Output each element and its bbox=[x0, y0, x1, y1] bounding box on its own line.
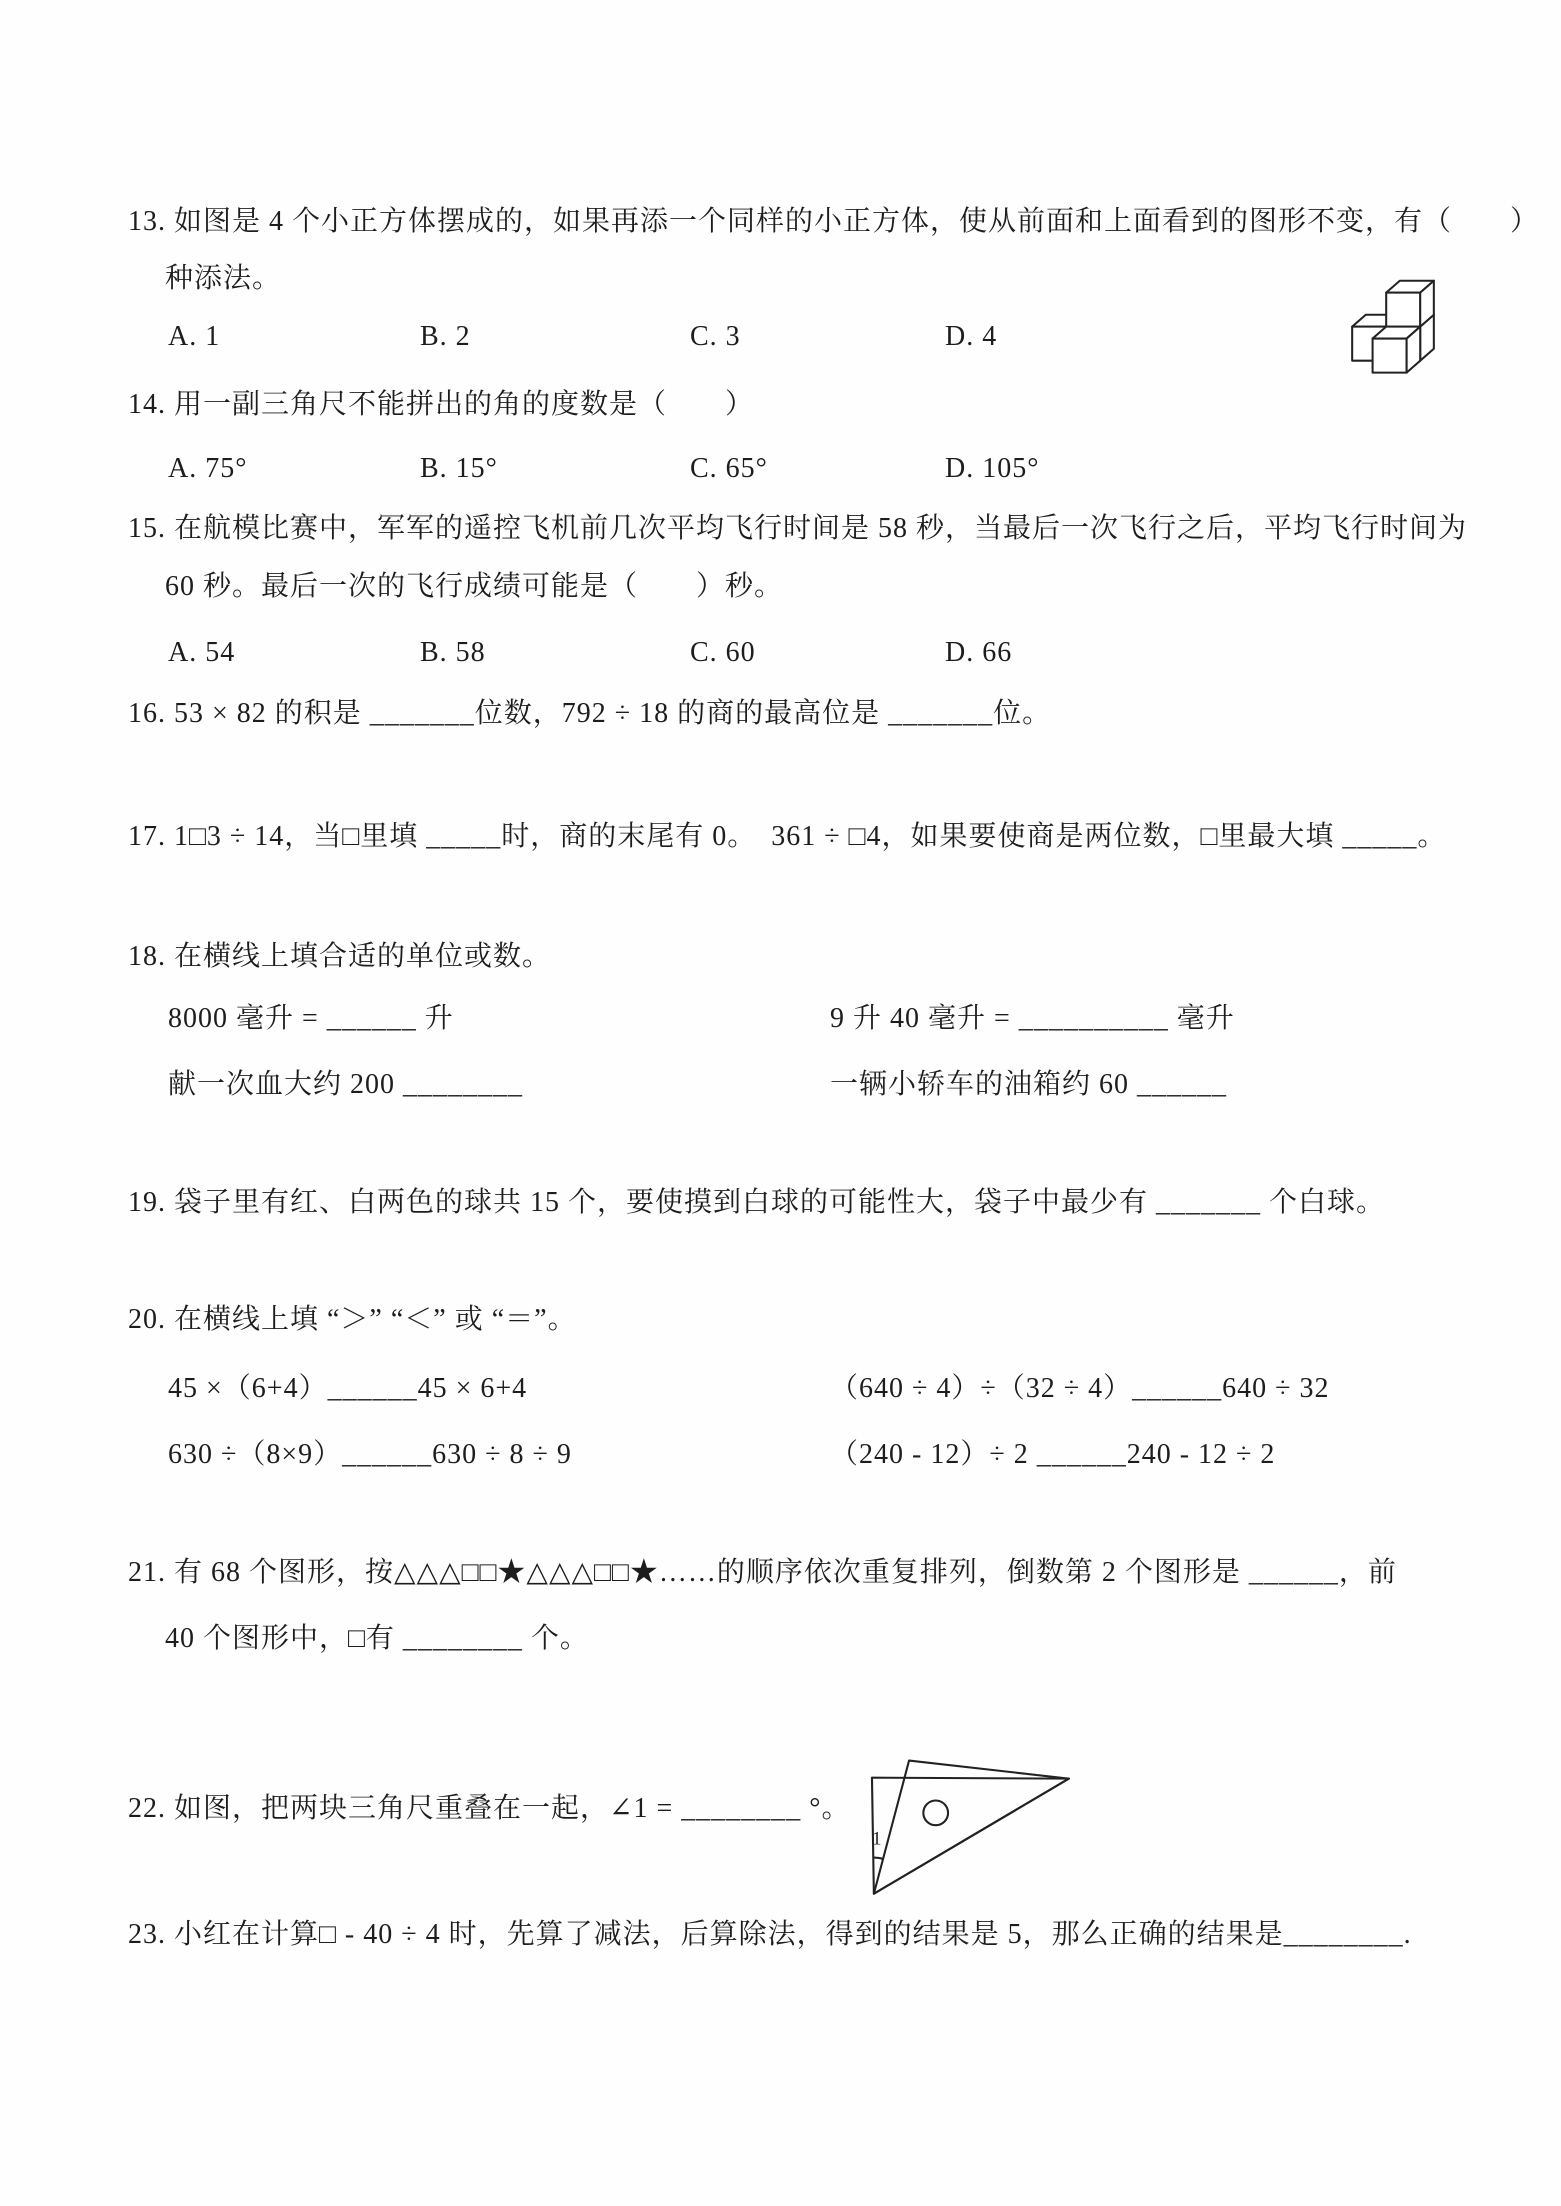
question-16-text: 16. 53 × 82 的积是 _______位数，792 ÷ 18 的商的最高位是 _______位。 bbox=[128, 698, 1052, 729]
fill-blank-item: 献一次血大约 200 ________ bbox=[168, 1069, 524, 1100]
question-20-intro bbox=[128, 1303, 1541, 1337]
option-c: C. 60 bbox=[690, 637, 756, 668]
question-22-text: 22. 如图，把两块三角尺重叠在一起，∠1 = ________ °。 bbox=[128, 1793, 851, 1824]
question-16-line-1 bbox=[128, 697, 1541, 731]
question-14-text: 14. 用一副三角尺不能拼出的角的度数是（ ） bbox=[128, 389, 755, 420]
option-d: D. 105° bbox=[945, 453, 1040, 484]
angle-1-label: 1 bbox=[871, 1828, 883, 1850]
option-d: D. 66 bbox=[945, 637, 1013, 668]
compare-item: （240 - 12）÷ 2 ______240 - 12 ÷ 2 bbox=[830, 1439, 1276, 1470]
triangle-rulers-figure bbox=[850, 1732, 1088, 1908]
question-23-text: 23. 小红在计算□ - 40 ÷ 4 时，先算了减法，后算除法，得到的结果是 5，那么正确的结果是________. bbox=[128, 1919, 1412, 1950]
option-c: C. 3 bbox=[690, 321, 741, 352]
question-21-text: 21. 有 68 个图形，按△△△□□★△△△□□★……的顺序依次重复排列，倒数第 2 个图形是 ______，前 bbox=[128, 1557, 1397, 1588]
fill-blank-item: 9 升 40 毫升 = __________ 毫升 bbox=[830, 1003, 1235, 1034]
question-15-line-1 bbox=[128, 512, 1541, 546]
option-c: C. 65° bbox=[690, 453, 768, 484]
compare-item: （640 ÷ 4）÷（32 ÷ 4）______640 ÷ 32 bbox=[830, 1373, 1330, 1404]
question-15-text: 15. 在航模比赛中，军军的遥控飞机前几次平均飞行时间是 58 秒，当最后一次飞行之后，平均飞行时间为 bbox=[128, 513, 1468, 544]
question-14-line-1 bbox=[128, 388, 1541, 422]
question-21-text-cont: 40 个图形中，□有 ________ 个。 bbox=[165, 1623, 589, 1654]
question-23-line-1 bbox=[128, 1918, 1541, 1952]
cube-stack-figure bbox=[1347, 262, 1439, 376]
question-20-text: 20. 在横线上填 “＞” “＜” 或 “＝”。 bbox=[128, 1304, 577, 1335]
question-18-intro bbox=[128, 940, 1541, 974]
question-17-line-1 bbox=[128, 820, 1541, 854]
question-13-text: 13. 如图是 4 个小正方体摆成的，如果再添一个同样的小正方体，使从前面和上面看到的图形不变，有（ ） bbox=[128, 206, 1540, 237]
question-21-line-2 bbox=[165, 1622, 1541, 1656]
question-17-text: 17. 1□3 ÷ 14，当□里填 _____时，商的末尾有 0。 361 ÷ □4，如果要使商是两位数，□里最大填 _____。 bbox=[128, 821, 1447, 852]
question-15-line-2 bbox=[165, 570, 1541, 604]
fill-blank-item: 一辆小轿车的油箱约 60 ______ bbox=[830, 1069, 1228, 1100]
option-a: A. 75° bbox=[168, 453, 248, 484]
question-13-line-2 bbox=[165, 262, 1541, 296]
compare-item: 45 ×（6+4）______45 × 6+4 bbox=[168, 1373, 528, 1404]
option-b: B. 58 bbox=[420, 637, 486, 668]
option-a: A. 54 bbox=[168, 637, 236, 668]
question-18-text: 18. 在横线上填合适的单位或数。 bbox=[128, 941, 552, 972]
question-21-line-1 bbox=[128, 1556, 1541, 1590]
question-15-text-cont: 60 秒。最后一次的飞行成绩可能是（ ）秒。 bbox=[165, 571, 784, 602]
question-19-line-1 bbox=[128, 1186, 1541, 1220]
option-b: B. 15° bbox=[420, 453, 498, 484]
option-d: D. 4 bbox=[945, 321, 998, 352]
option-b: B. 2 bbox=[420, 321, 471, 352]
compare-item: 630 ÷（8×9）______630 ÷ 8 ÷ 9 bbox=[168, 1439, 572, 1470]
question-19-text: 19. 袋子里有红、白两色的球共 15 个，要使摸到白球的可能性大，袋子中最少有 _______ 个白球。 bbox=[128, 1187, 1386, 1218]
fill-blank-item: 8000 毫升 = ______ 升 bbox=[168, 1003, 454, 1034]
option-a: A. 1 bbox=[168, 321, 221, 352]
question-22-line-1 bbox=[128, 1792, 1541, 1826]
question-13-text-cont: 种添法。 bbox=[165, 263, 282, 294]
question-13-line-1 bbox=[128, 205, 1541, 239]
